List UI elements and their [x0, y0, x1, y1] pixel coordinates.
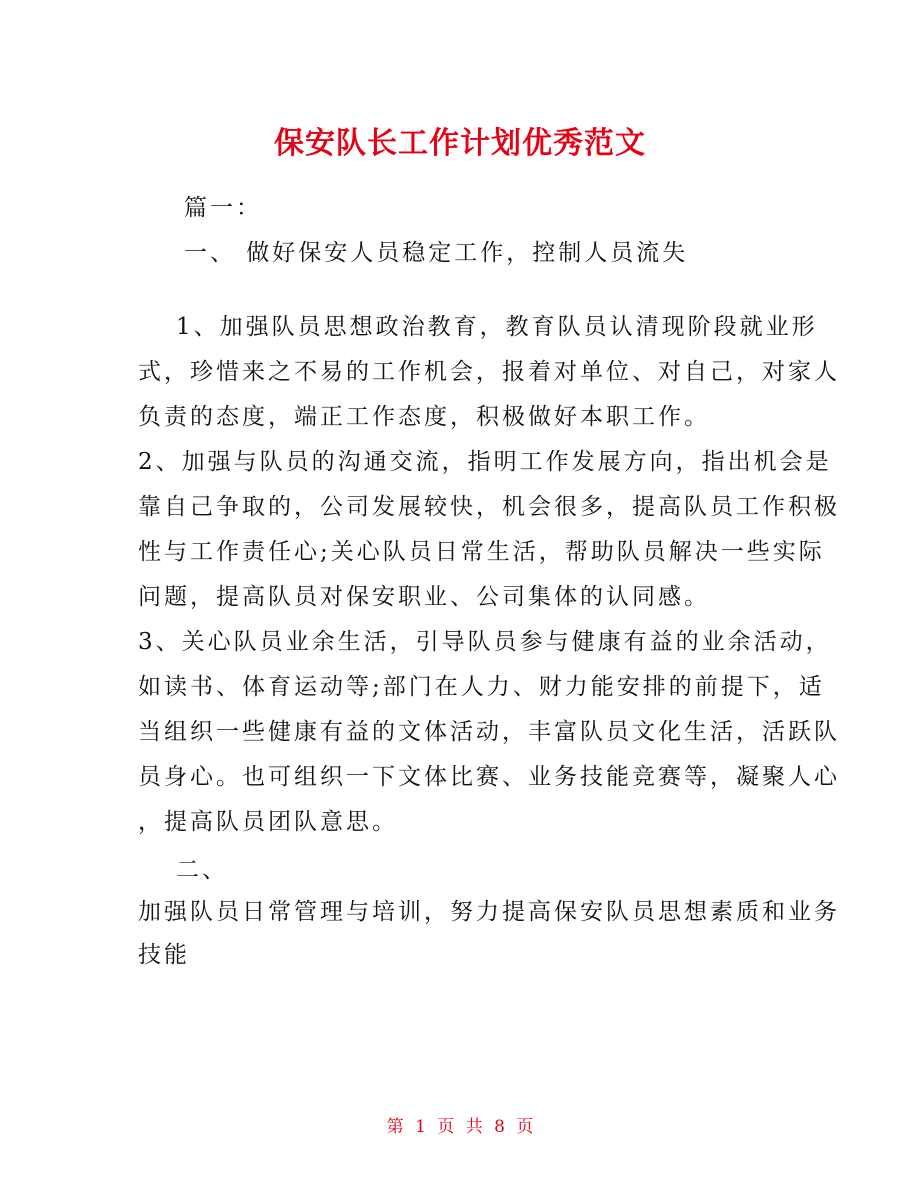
paragraph-line: 3、关心队员业余生活，引导队员参与健康有益的业余活动， — [138, 629, 832, 655]
paragraph-line: ，提高队员团队意思。 — [138, 809, 398, 835]
paragraph-line: 负责的态度，端正工作态度，积极做好本职工作。 — [138, 404, 710, 430]
paragraph-line: 如读书、体育运动等;部门在人力、财力能安排的前提下，适 — [138, 674, 825, 700]
paragraph-line: 2、加强与队员的沟通交流，指明工作发展方向，指出机会是 — [138, 449, 832, 475]
paragraph-line: 员身心。也可组织一下文体比赛、业务技能竞赛等，凝聚人心 — [138, 764, 840, 790]
heading-2: 二、 — [176, 857, 228, 883]
paragraph-line: 性与工作责任心;关心队员日常生活，帮助队员解决一些实际 — [138, 539, 825, 565]
document-title: 保安队长工作计划优秀范文 — [274, 126, 646, 161]
paragraph-line: 问题，提高队员对保安职业、公司集体的认同感。 — [138, 584, 710, 610]
paragraph-line: 加强队员日常管理与培训，努力提高保安队员思想素质和业务 — [138, 899, 840, 925]
paragraph-line: 技能 — [138, 942, 190, 968]
paragraph-line: 1、加强队员思想政治教育，教育队员认清现阶段就业形 — [176, 314, 818, 340]
page-footer: 第 1 页 共 8 页 — [386, 1117, 534, 1137]
paragraph-line: 当组织一些健康有益的文体活动，丰富队员文化生活，活跃队 — [138, 719, 840, 745]
section-label: 篇一： — [184, 195, 262, 221]
heading-1: 一、 做好保安人员稳定工作，控制人员流失 — [184, 240, 689, 266]
paragraph-line: 式，珍惜来之不易的工作机会，报着对单位、对自己，对家人 — [138, 359, 840, 385]
paragraph-line: 靠自己争取的，公司发展较快，机会很多，提高队员工作积极 — [138, 494, 840, 520]
